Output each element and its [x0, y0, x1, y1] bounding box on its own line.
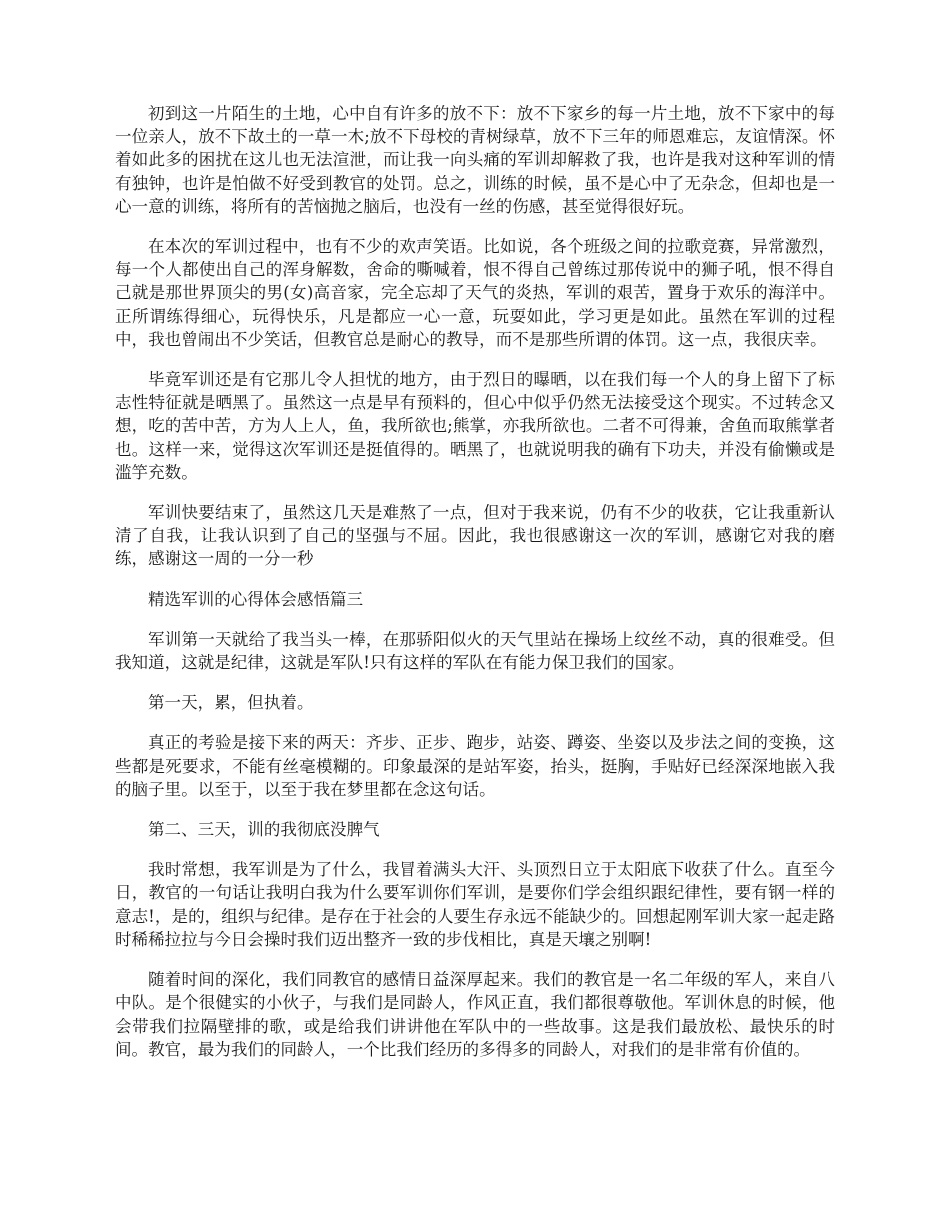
paragraph-11: 随着时间的深化，我们同教官的感情日益深厚起来。我们的教官是一名二年级的军人，来自八中队。是个很健实的小伙子，与我们是同龄人，作风正直，我们都很尊敬他。军训休息的时候，他会带我们拉隔壁排的歌，或是给我们讲讲他在军队中的一些故事。这是我们最放松、最快乐的时间。教官，最为我们的同龄人，一个比我们经历的多得多的同龄人，对我们的是非常有价值的。: [115, 970, 835, 1059]
document-body: [115, 102, 835, 1078]
paragraph-1: 初到这一片陌生的土地，心中自有许多的放不下：放不下家乡的每一片土地，放不下家中的每一位亲人，放不下故土的一草一木;放不下母校的青树绿草，放不下三年的师恩难忘，友谊情深。怀着如此多的困扰在这儿也无法渲泄，而让我一向头痛的军训却解救了我，也许是我对这种军训的情有独钟，也许是怕做不好受到教官的处罚。总之，训练的时候，虽不是心中了无杂念，但却也是一心一意的训练，将所有的苦恼抛之脑后，也没有一丝的伤感，甚至觉得很好玩。: [115, 104, 835, 216]
paragraph-4: 军训快要结束了，虽然这几天是难熬了一点，但对于我来说，仍有不少的收获，它让我重新认清了自我，让我认识到了自己的坚强与不屈。因此，我也很感谢这一次的军训，感谢它对我的磨练，感谢这一周的一分一秒: [115, 503, 835, 569]
paragraph-2: 在本次的军训过程中，也有不少的欢声笑语。比如说，各个班级之间的拉歌竞赛，异常激烈，每一个人都使出自己的浑身解数，舍命的嘶喊着，恨不得自己曾练过那传说中的狮子吼，恨不得自己就是那世界顶尖的男(女)高音家，完全忘却了天气的炎热，军训的艰苦，置身于欢乐的海洋中。正所谓练得细心，玩得快乐，凡是都应一心一意，玩耍如此，学习更是如此。虽然在军训的过程中，我也曾闹出不少笑话，但教官总是耐心的教导，而不是那些所谓的体罚。这一点，我很庆幸。: [115, 237, 835, 349]
paragraph-10: 我时常想，我军训是为了什么，我冒着满头大汗、头顶烈日立于太阳底下收获了什么。直至今日，教官的一句话让我明白我为什么要军训你们军训，是要你们学会组织跟纪律性，要有钢一样的意志!，是的，组织与纪律。是存在于社会的人要生存永远不能缺少的。回想起刚军训大家一起走路时稀稀拉拉与今日会操时我们迈出整齐一致的步伐相比，真是天壤之别啊!: [115, 860, 835, 949]
paragraph-6: 军训第一天就给了我当头一棒，在那骄阳似火的天气里站在操场上纹丝不动，真的很难受。但我知道，这就是纪律，这就是军队!只有这样的军队在有能力保卫我们的国家。: [115, 629, 835, 673]
paragraph-8: 真正的考验是接下来的两天：齐步、正步、跑步，站姿、蹲姿、坐姿以及步法之间的变换，这些都是死要求，不能有丝毫模糊的。印象最深的是站军姿，抬头，挺胸，手贴好已经深深地嵌入我的脑子里。以至于，以至于我在梦里都在念这句话。: [115, 733, 835, 799]
paragraph-3: 毕竟军训还是有它那儿令人担忧的地方，由于烈日的曝晒，以在我们每一个人的身上留下了标志性特征就是晒黑了。虽然这一点是早有预料的，但心中似乎仍然无法接受这个现实。不过转念又想，吃的苦中苦，方为人上人，鱼，我所欲也;熊掌，亦我所欲也。二者不可得兼，舍鱼而取熊掌者也。这样一来，觉得这次军训还是挺值得的。晒黑了，也就说明我的确有下功夫，并没有偷懒或是滥竽充数。: [115, 370, 835, 482]
paragraph-7: 第一天，累，但执着。: [148, 693, 314, 713]
section-heading: 精选军训的心得体会感悟篇三: [148, 589, 364, 609]
paragraph-9: 第二、三天，训的我彻底没脾气: [148, 820, 380, 840]
